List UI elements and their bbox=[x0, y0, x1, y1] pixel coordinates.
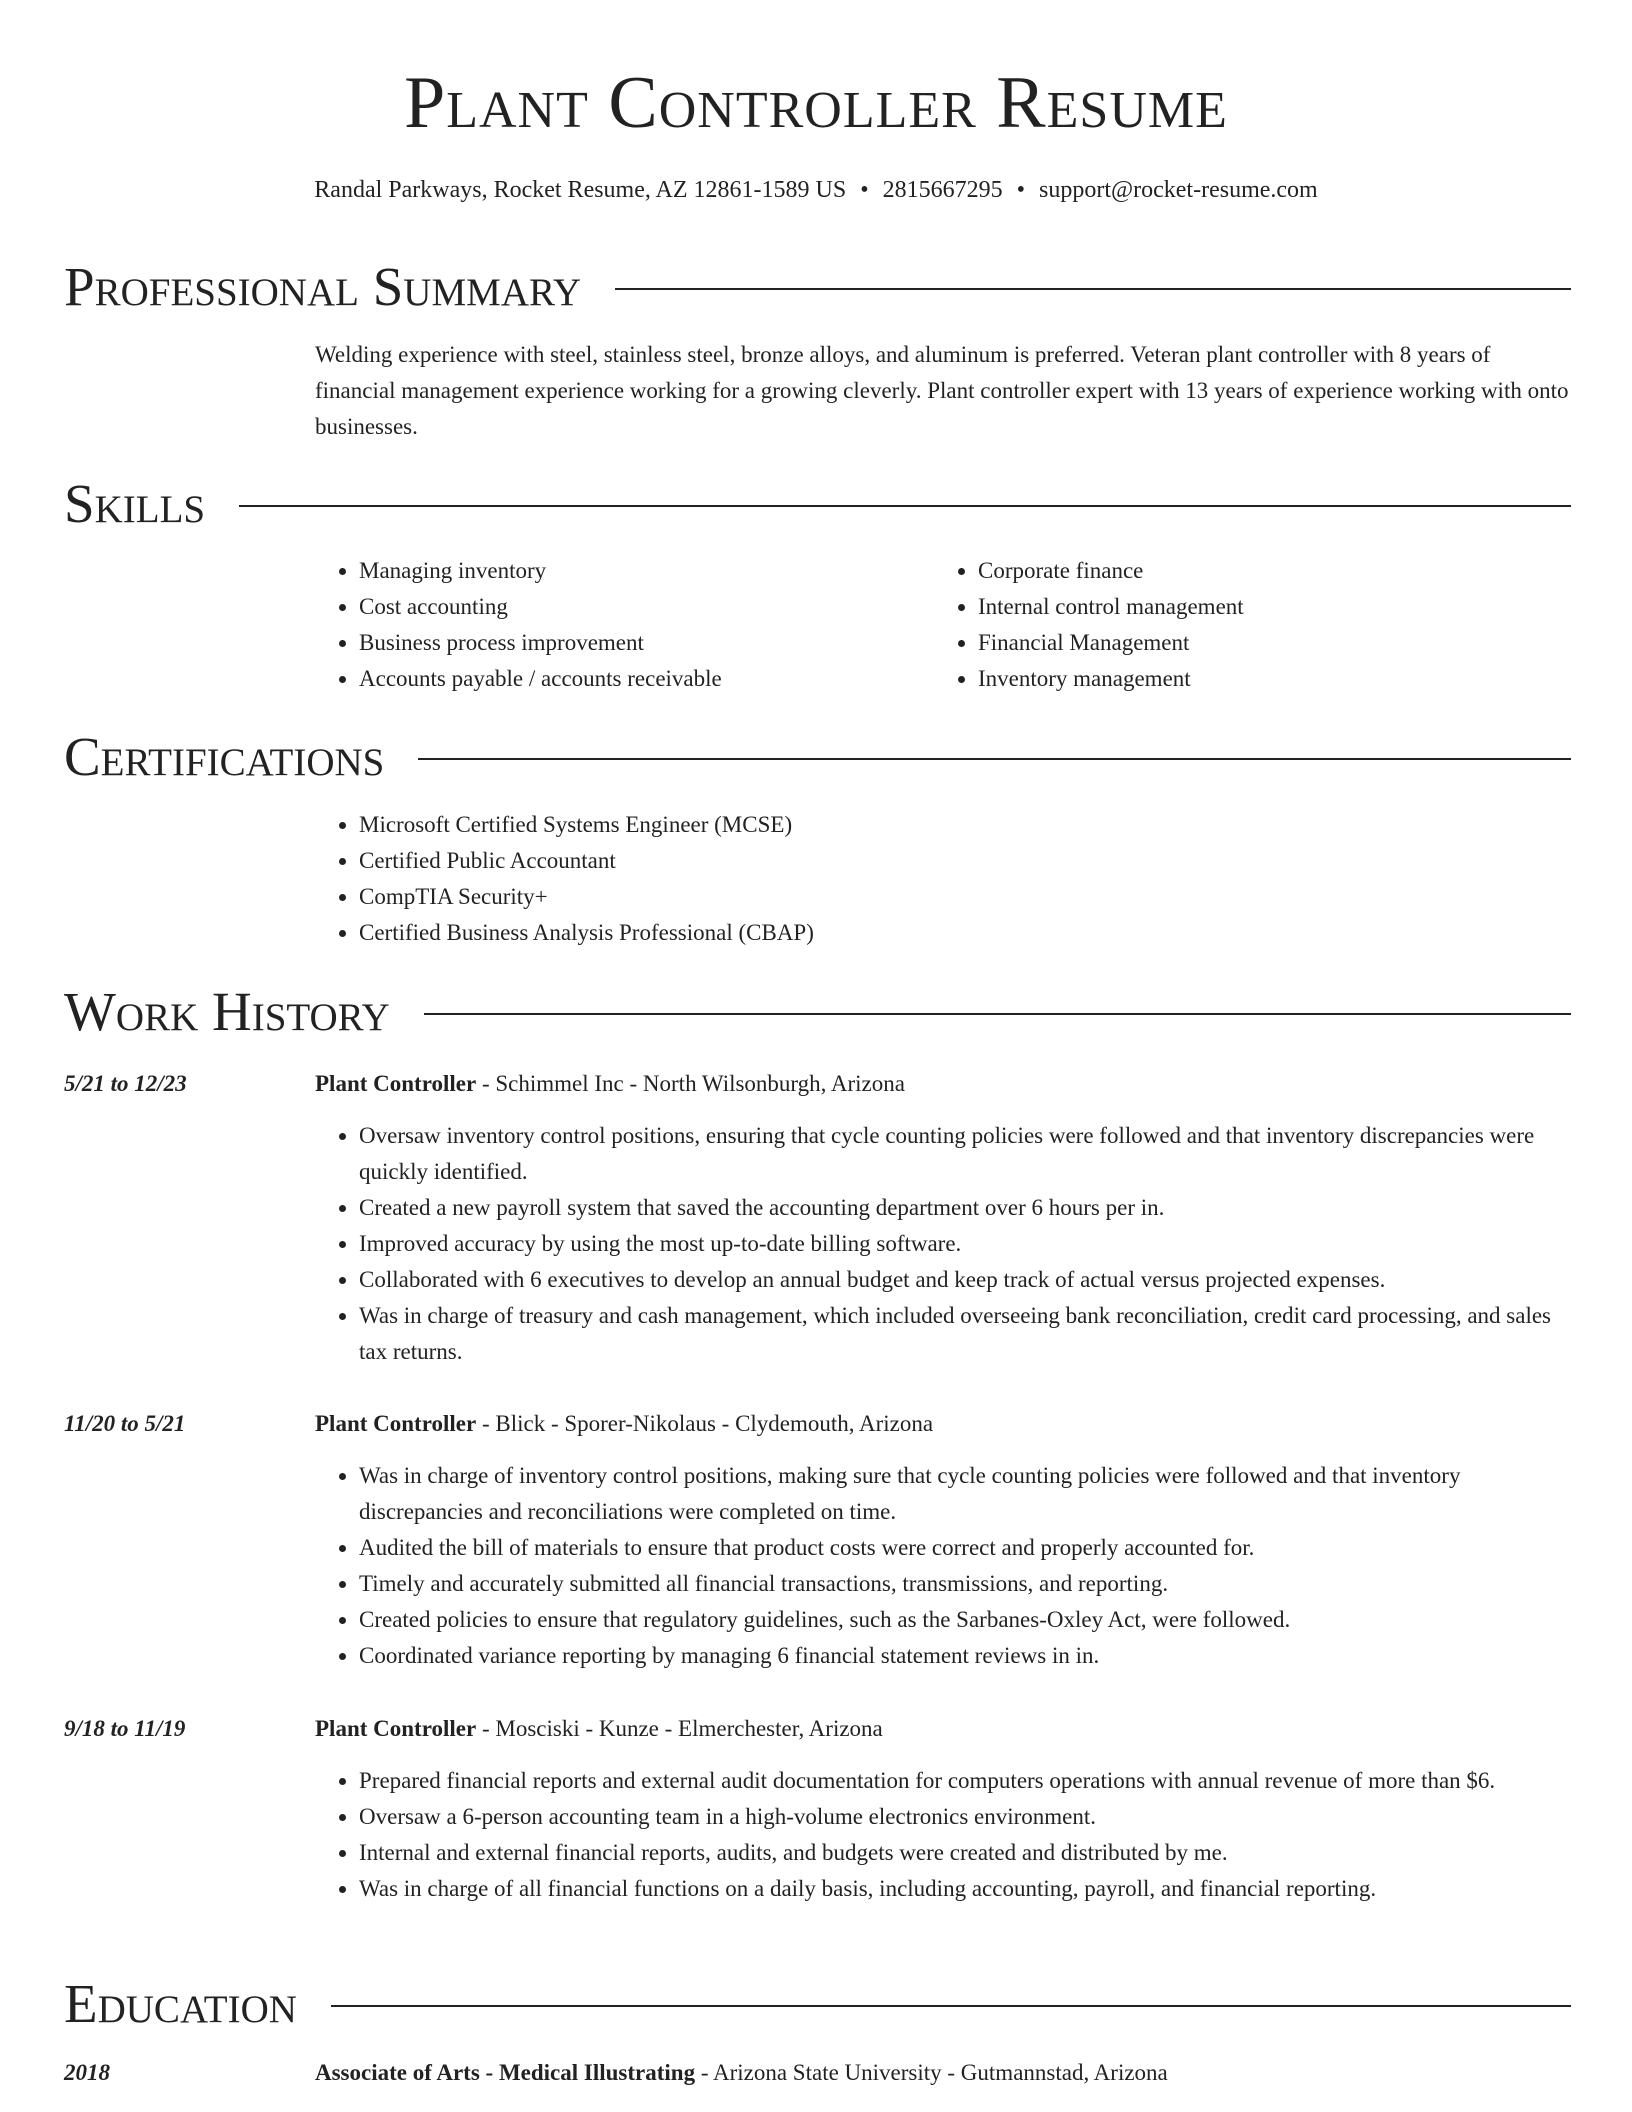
section-header bbox=[64, 980, 1571, 1044]
section-header bbox=[64, 255, 1571, 319]
job-bullet: • Coordinated variance reporting by managing 6 financial statement reviews in in. bbox=[359, 1638, 1575, 1674]
skill-item: • Inventory management bbox=[978, 661, 1553, 697]
section-title: Education bbox=[64, 1973, 297, 2034]
job-bullet: • Internal and external financial reports, audits, and budgets were created and distributed by me. bbox=[359, 1835, 1575, 1871]
contact-line bbox=[0, 174, 1632, 206]
job-bullet: • Created a new payroll system that saved the accounting department over 6 hours per in. bbox=[359, 1190, 1575, 1226]
skill-item: • Internal control management bbox=[978, 589, 1553, 625]
section-divider bbox=[418, 758, 1571, 760]
certification-item: • Microsoft Certified Systems Engineer (MCSE) bbox=[359, 807, 1575, 843]
job-dates: 11/20 to 5/21 bbox=[64, 1411, 186, 1436]
job-role: Plant Controller bbox=[315, 1071, 477, 1096]
skill-item: • Cost accounting bbox=[359, 589, 934, 625]
contact-phone: 2815667295 bbox=[882, 177, 1003, 203]
section-title: Work History bbox=[64, 981, 390, 1042]
section-education bbox=[64, 1972, 1571, 2036]
job-dates: 9/18 to 11/19 bbox=[64, 1716, 186, 1741]
job-details: - Schimmel Inc - North Wilsonburgh, Arizona bbox=[476, 1071, 905, 1096]
skill-item: • Managing inventory bbox=[359, 553, 934, 589]
education-details: - Arizona State University - Gutmannstad, Arizona bbox=[695, 2060, 1168, 2085]
job-dates: 5/21 to 12/23 bbox=[64, 1071, 187, 1096]
section-title: Skills bbox=[64, 473, 206, 534]
skill-item: • Business process improvement bbox=[359, 625, 934, 661]
resume-title: Plant Controller Resume bbox=[404, 62, 1228, 144]
certification-item: • CompTIA Security+ bbox=[359, 879, 1575, 915]
section-title: Certifications bbox=[64, 726, 385, 787]
education-entry bbox=[315, 2055, 1575, 2091]
certification-item: • Certified Public Accountant bbox=[359, 843, 1575, 879]
job-entry bbox=[315, 1711, 1575, 1907]
certification-item: • Certified Business Analysis Professional (CBAP) bbox=[359, 915, 1575, 951]
job-bullet: • Audited the bill of materials to ensure that product costs were correct and properly accounted for. bbox=[359, 1530, 1575, 1566]
section-certifications bbox=[64, 725, 1571, 789]
section-work-history bbox=[64, 980, 1571, 1044]
job-bullet: • Oversaw inventory control positions, ensuring that cycle counting policies were followed and that inventory discrepancies were quickly identified. bbox=[359, 1118, 1575, 1190]
section-divider bbox=[331, 2005, 1571, 2007]
job-entry bbox=[315, 1066, 1575, 1370]
section-header bbox=[64, 725, 1571, 789]
job-bullet: • Collaborated with 6 executives to develop an annual budget and keep track of actual versus projected expenses. bbox=[359, 1262, 1575, 1298]
skills-column-left bbox=[315, 553, 934, 697]
section-professional-summary bbox=[64, 255, 1571, 319]
education-heading bbox=[315, 2055, 1575, 2091]
education-degree: Associate of Arts - Medical Illustrating bbox=[315, 2060, 696, 2085]
job-bullet: • Oversaw a 6-person accounting team in a high-volume electronics environment. bbox=[359, 1799, 1575, 1835]
skills-column-right bbox=[934, 553, 1553, 697]
section-divider bbox=[424, 1013, 1571, 1015]
contact-separator: • bbox=[1016, 177, 1026, 203]
job-role: Plant Controller bbox=[315, 1411, 477, 1436]
education-year: 2018 bbox=[64, 2060, 110, 2085]
section-header bbox=[64, 472, 1571, 536]
job-bullet: • Improved accuracy by using the most up-to-date billing software. bbox=[359, 1226, 1575, 1262]
skills-list bbox=[315, 553, 1575, 697]
job-bullet: • Timely and accurately submitted all financial transactions, transmissions, and reporting. bbox=[359, 1566, 1575, 1602]
job-bullet: • Was in charge of all financial functions on a daily basis, including accounting, payroll, and financial reporting. bbox=[359, 1871, 1575, 1907]
skill-item: • Accounts payable / accounts receivable bbox=[359, 661, 934, 697]
job-bullet: • Created policies to ensure that regulatory guidelines, such as the Sarbanes-Oxley Act, were followed. bbox=[359, 1602, 1575, 1638]
contact-email[interactable]: support@rocket-resume.com bbox=[1039, 177, 1318, 203]
job-heading bbox=[315, 1711, 1575, 1747]
job-role: Plant Controller bbox=[315, 1716, 477, 1741]
job-bullet: • Was in charge of treasury and cash management, which included overseeing bank reconciliation, credit card processing, and sales tax returns. bbox=[359, 1298, 1575, 1370]
section-header bbox=[64, 1972, 1571, 2036]
job-bullet: • Was in charge of inventory control positions, making sure that cycle counting policies were followed and that inventory discrepancies and reconciliations were completed on time. bbox=[359, 1458, 1575, 1530]
job-details: - Blick - Sporer-Nikolaus - Clydemouth, Arizona bbox=[476, 1411, 934, 1436]
summary-text: Welding experience with steel, stainless steel, bronze alloys, and aluminum is preferred. Veteran plant controller with 8 years of financial management experience working for a growing cleverly. Plant controller expert with 13 years of experience working with onto businesses. bbox=[315, 342, 1569, 439]
job-heading bbox=[315, 1066, 1575, 1102]
skill-item: • Financial Management bbox=[978, 625, 1553, 661]
job-heading bbox=[315, 1406, 1575, 1442]
job-bullet: • Prepared financial reports and external audit documentation for computers operations with annual revenue of more than $6. bbox=[359, 1763, 1575, 1799]
contact-address: Randal Parkways, Rocket Resume, AZ 12861-1589 US bbox=[314, 177, 847, 203]
section-skills bbox=[64, 472, 1571, 536]
job-details: - Mosciski - Kunze - Elmerchester, Arizona bbox=[476, 1716, 883, 1741]
skill-item: • Corporate finance bbox=[978, 553, 1553, 589]
section-divider bbox=[239, 505, 1571, 507]
contact-separator: • bbox=[860, 177, 869, 203]
section-title: Professional Summary bbox=[64, 256, 582, 317]
certifications-list bbox=[315, 807, 1575, 951]
section-divider bbox=[615, 288, 1571, 290]
job-entry bbox=[315, 1406, 1575, 1674]
